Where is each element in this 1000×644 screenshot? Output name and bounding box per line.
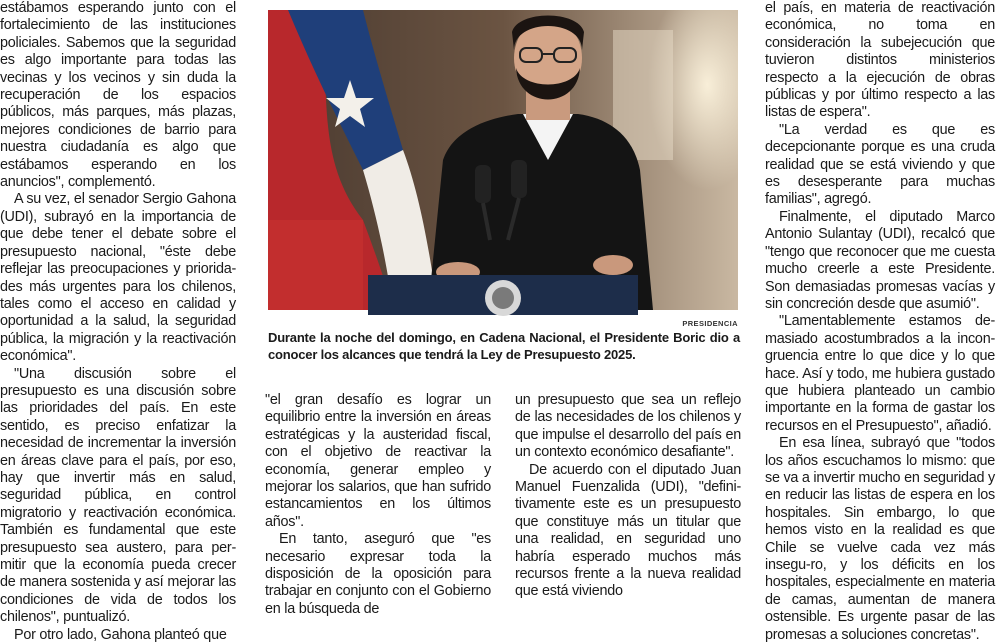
- paragraph: Por otro lado, Gahona planteó que: [14, 626, 227, 643]
- paragraph: Finalmente, el diputado Marco Antonio Sulantay (UDI), recalcó que "tengo que reconocer que me cuesta mucho creerle a este Presidente. Son demasiadas promesas vacías y sin concreción desde que asumió".: [765, 208, 995, 312]
- news-photo: [268, 10, 738, 310]
- article-column-3: [515, 392, 741, 600]
- paragraph: A su vez, el senador Sergio Gahona (UDI), subrayó en la importancia de que debe tener el debate sobre el presupuesto nacional, "éste debe reflejar las preocupaciones y priorida-des más urgentes para los chilenos, tales como el acceso en calidad y oportunidad a la salud, la seguridad pública, la migración y la reactivación económica".: [0, 191, 236, 365]
- article-column-4: [765, 0, 995, 643]
- paragraph: En tanto, aseguró que "es necesario expresar toda la disposición de la oposición para trabajar en conjunto con el Gobierno en la búsqueda de: [265, 531, 491, 617]
- paragraph: En esa línea, subrayó que "todos los años escuchamos lo mismo: que se va a invertir mucho en seguridad y en reducir las listas de espera en los hospitales. Sin embargo, lo que hemos visto en la realidad es que Chile se vuelve cada vez más insegu-ro, y los déficits en los hospitales, especialmente en materia de camas, aumentan de manera ostensible. Es urgente pasar de las promesas a soluciones concretas".: [765, 435, 995, 643]
- article-column-1: [0, 0, 236, 643]
- paragraph: De acuerdo con el diputado Juan Manuel Fuenzalida (UDI), "defini-tivamente este es un presupuesto que constituye más un titular que una realidad, en seguridad uno habría esperado muchos más recursos frente a la nueva realidad que está viviendo: [515, 461, 741, 600]
- president-photo-illustration: [268, 10, 738, 310]
- photo-credit: PRESIDENCIA: [682, 319, 738, 328]
- article-column-2: [265, 392, 491, 617]
- paragraph: "Una discusión sobre el presupuesto es una discusión sobre las prioridades del país. En este sentido, es preciso enfatizar la necesidad de incrementar la inversión en áreas clave para el país, por eso, hay que invertir más en salud, seguridad pública, en control migratorio y reactivación económica. También es fundamental que este presupuesto sea austero, para per-mitir que la economía pueda crecer de manera sostenida y así mejorar las condiciones de vida de todos los chilenos", puntualizó.: [0, 365, 236, 626]
- paragraph: el país, en materia de reactivación económica, no toma en consideración la subejecución que tuvieron distintos ministerios respecto a la ejecución de obras públicas y por último respecto a las listas de espera".: [765, 0, 995, 121]
- photo-caption: Durante la noche del domingo, en Cadena Nacional, el Presidente Boric dio a conocer los alcances que tendrá la Ley de Presupuesto 2025.: [268, 330, 740, 362]
- paragraph: "Lamentablemente estamos de-masiado acostumbrados a la incon-gruencia entre lo que dice y lo que hace. Así y todo, me hubiera gustado que hubiera planteado un cambio importante en la forma de gastar los recursos en el Presupuesto", añadió.: [765, 313, 995, 434]
- paragraph: "el gran desafío es lograr un equilibrio entre la inversión en áreas estratégicas y la austeridad fiscal, con el objetivo de reactivar la economía, generar empleo y mejorar los salarios, que han sufrido estancamientos en los últimos años".: [265, 392, 491, 530]
- paragraph: "La verdad es que es decepcionante porque es una cruda realidad que se está viviendo y que es desesperante para muchas familias", agregó.: [765, 121, 995, 208]
- paragraph: un presupuesto que sea un reflejo de las necesidades de los chilenos y que impulse el desarrollo del país en un contexto económico desafiante".: [515, 392, 741, 461]
- paragraph: estábamos esperando junto con el fortalecimiento de las instituciones policiales. Sabemos que la seguridad es algo importante para todas las vecinas y los vecinos y sin duda la recuperación de los espacios públicos, más parques, más plazas, mejores condiciones de barrio para nuestra ciudadanía es algo que estábamos esperando en los anuncios", complementó.: [0, 0, 236, 191]
